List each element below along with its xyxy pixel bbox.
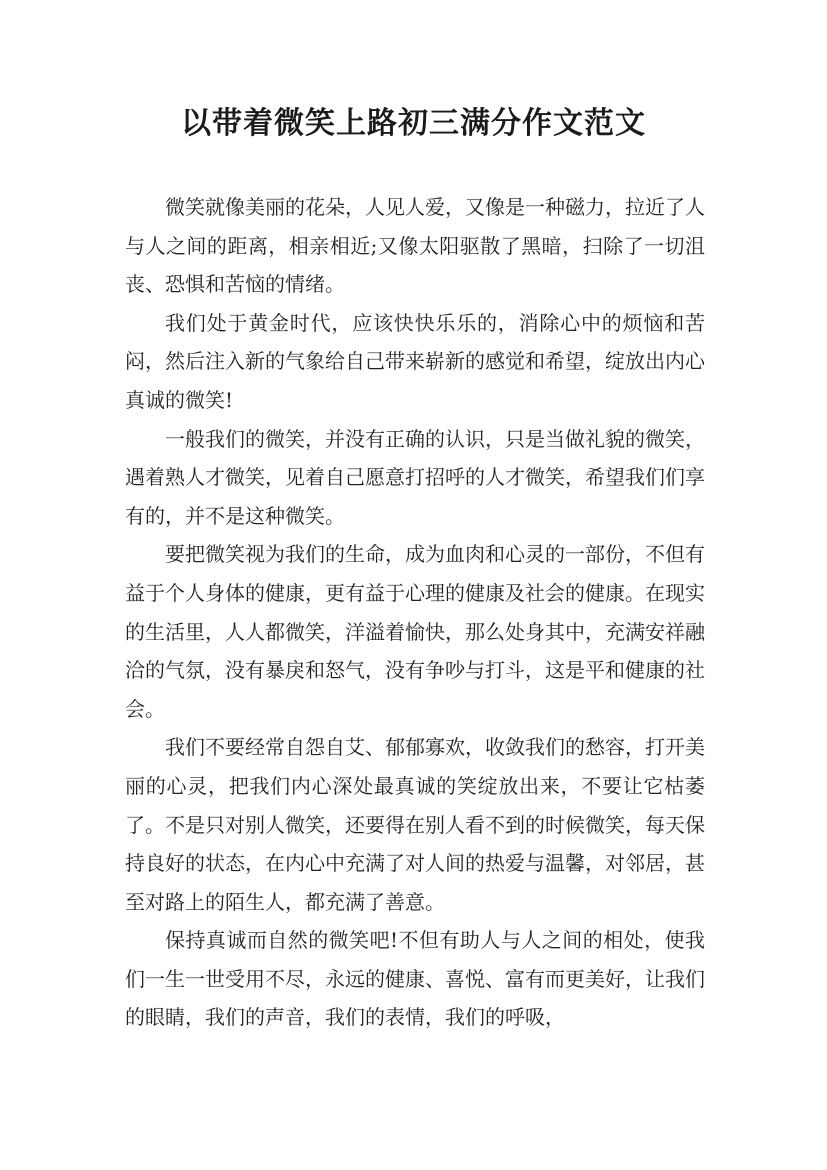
paragraph-6: 保持真诚而自然的微笑吧!不但有助人与人之间的相处，使我们一生一世受用不尽，永远的健康、喜悦、富有而更美好，让我们的眼睛，我们的声音，我们的表情，我们的呼吸， (125, 928, 705, 1030)
paragraph-1: 微笑就像美丽的花朵，人见人爱，又像是一种磁力，拉近了人与人之间的距离，相亲相近;又像太阳驱散了黑暗，扫除了一切沮丧、恐惧和苦恼的情绪。 (125, 195, 705, 297)
paragraph-3: 一般我们的微笑，并没有正确的认识，只是当做礼貌的微笑，遇着熟人才微笑，见着自己愿意打招呼的人才微笑，希望我们们享有的，并不是这种微笑。 (125, 426, 705, 528)
paragraph-2: 我们处于黄金时代，应该快快乐乐的，消除心中的烦恼和苦闷，然后注入新的气象给自己带来崭新的感觉和希望，绽放出内心真诚的微笑! (125, 310, 705, 412)
document-title: 以带着微笑上路初三满分作文范文 (181, 106, 646, 141)
paragraph-4: 要把微笑视为我们的生命，成为血肉和心灵的一部份，不但有益于个人身体的健康，更有益于心理的健康及社会的健康。在现实的生活里，人人都微笑，洋溢着愉快，那么处身其中，充满安祥融洽的气氛，没有暴戾和怒气，没有争吵与打斗，这是平和健康的社会。 (125, 542, 705, 721)
document-body (125, 188, 705, 1037)
paragraph-5: 我们不要经常自怨自艾、郁郁寡欢，收敛我们的愁容，打开美丽的心灵，把我们内心深处最真诚的笑绽放出来，不要让它枯萎了。不是只对别人微笑，还要得在别人看不到的时候微笑，每天保持良好的状态，在内心中充满了对人间的热爱与温馨，对邻居，甚至对路上的陌生人，都充满了善意。 (125, 735, 705, 914)
